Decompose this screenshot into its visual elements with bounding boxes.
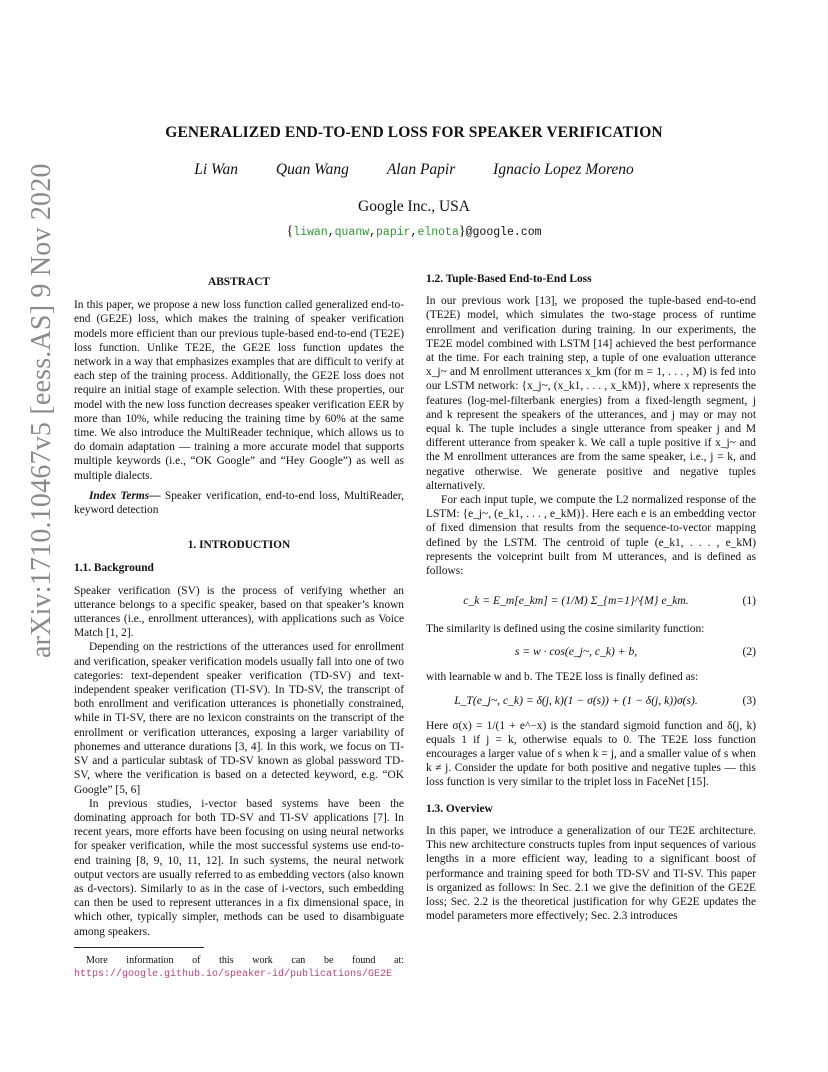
- abstract-heading: ABSTRACT: [207, 276, 271, 288]
- footnote: [74, 954, 404, 981]
- index-terms-text: Speaker verification, end-to-end loss, MultiReader, keyword detection: [74, 489, 404, 517]
- equation-body: c_k = E_m[e_km] = (1/M) Σ_{m=1}^{M} e_km.: [463, 594, 689, 608]
- tuple-loss-paragraph: For each input tuple, we compute the L2 normalized response of the LSTM: {e_j~, (e_k1, . . . , e_kM)}. Here each e is an embedding vector of fixed dimension that results from the sequence-to-vector mapping defined by the LSTM. The centroid of tuple (e_k1, . . . , e_kM) represents the voiceprint built from M utterances, and is defined as follows:: [426, 494, 756, 578]
- tuple-loss-heading: 1.2. Tuple-Based End-to-End Loss: [426, 273, 592, 285]
- author-list: [0, 161, 828, 179]
- loss-definition-text: with learnable w and b. The TE2E loss is finally defined as:: [426, 671, 699, 684]
- right-column: [426, 272, 756, 923]
- author-name: Ignacio Lopez Moreno: [493, 161, 634, 178]
- equation-2: [426, 636, 756, 670]
- sigmoid-paragraph: Here σ(x) = 1/(1 + e^−x) is the standard sigmoid function and δ(j, k) equals 1 if j = k, otherwise equals to 0. The TE2E loss function encourages a larger value of s when k = j, and a smaller value of s when k ≠ j. Consider the update for both positive and negative tuples — this loss function is very similar to the triplet loss in FaceNet [15].: [426, 719, 756, 789]
- abstract-text: In this paper, we propose a new loss function called generalized end-to-end (GE2E) loss, which makes the training of speaker verification models more efficient than our previous tuple-based end-to-end (TE2E) loss function. Unlike TE2E, the GE2E loss function updates the network in a way that emphasizes examples that are difficult to verify at each step of the training process. Additionally, the GE2E loss does not require an initial stage of example selection. With these properties, our model with the new loss function decreases speaker verification EER by more than 10%, while reducing the training time by 60% at the same time. We also introduce the MultiReader technique, which allows us to do domain adaptation — training a more accurate model that supports multiple keywords (i.e., “OK Google” and “Hey Google”) as well as multiple dialects.: [74, 299, 404, 482]
- background-paragraph: Speaker verification (SV) is the process of verifying whether an utterance belongs to a specific speaker, based on that speaker’s known utterances (i.e., enrollment utterances), with applications such as Voice Match [1, 2].: [74, 584, 404, 640]
- index-terms: [74, 489, 404, 517]
- index-terms-label: Index Terms—: [89, 489, 161, 502]
- similarity-text: The similarity is defined using the cosine similarity function:: [426, 623, 705, 636]
- equation-1: [426, 578, 756, 622]
- equation-number: (1): [742, 594, 756, 608]
- email-user-link[interactable]: liwan: [293, 226, 328, 239]
- email-domain: @google.com: [465, 226, 542, 239]
- background-paragraph: Depending on the restrictions of the utterances used for enrollment and verification, speaker verification models usually fall into one of two categories: text-dependent speaker verification (TD-SV) and text-independent speaker verification (TI-SV). In TD-SV, the transcript of both enrollment and verification utterances is phonetially constrained, while in TI-SV, there are no lexicon constraints on the transcript of the enrollment or verification utterances, exposing a larger variability of phonemes and utterance durations [3, 4]. In this work, we focus on TI-SV and a particular subtask of TD-SV known as global password TD-SV, where the verification is based on a detected keyword, e.g. “OK Google” [5, 6]: [74, 641, 404, 796]
- email-user-link[interactable]: quanw: [334, 226, 370, 239]
- author-name: Alan Papir: [386, 161, 456, 178]
- tuple-loss-paragraph: In our previous work [13], we proposed the tuple-based end-to-end (TE2E) model, which simulates the two-stage process of runtime enrollment and verification during training. In our experiments, the TE2E model combined with LSTM [14] achieved the best performance at the time. For each training step, a tuple of one evaluation utterance x_j~ and M enrollment utterances x_km (for m = 1, . . . , M) is fed into our LSTM network: {x_j~, (x_k1, . . . , x_kM)}, where x represents the features (log-mel-filterbank energies) from a fixed-length segment, j and k represent the speakers of the utterances, and j may or may not equal k. The tuple includes a single utterance from speaker j and M different utterance from speaker k. We call a tuple positive if x_j~ and the M enrollment utterances are from the same speaker, i.e., j = k, and negative otherwise. We generate positive and negative tuples alternatively.: [426, 295, 756, 492]
- paper-title: GENERALIZED END-TO-END LOSS FOR SPEAKER VERIFICATION: [165, 124, 663, 141]
- footnote-link[interactable]: https://google.github.io/speaker-id/publications/GE2E: [74, 968, 393, 980]
- overview-paragraph: In this paper, we introduce a generalization of our TE2E architecture. This new architecture constructs tuples from input sequences of various lengths in a more efficient way, leading to a significant boost of performance and training speed for both TD-SV and TI-SV. This paper is organized as follows: In Sec. 2.1 we give the definition of the GE2E loss; Sec. 2.2 is the theoretical justification for why GE2E updates the model parameters more effectively; Sec. 2.3 introduces: [426, 824, 756, 923]
- author-name: Quan Wang: [275, 161, 349, 178]
- author-name: Li Wan: [194, 161, 238, 178]
- equation-body: s = w · cos(e_j~, c_k) + b,: [514, 645, 638, 659]
- equation-body: L_T(e_j~, c_k) = δ(j, k)(1 − σ(s)) + (1 − δ(j, k))σ(s).: [454, 693, 698, 707]
- email-user-link[interactable]: papir: [376, 226, 411, 239]
- equation-number: (3): [742, 693, 756, 707]
- left-column: [74, 272, 404, 981]
- email-user-link[interactable]: elnota: [417, 226, 459, 239]
- background-heading: 1.1. Background: [74, 562, 154, 575]
- equation-3: [426, 685, 756, 719]
- background-paragraph: In previous studies, i-vector based systems have been the dominating approach for both TD-SV and TI-SV applications [7]. In recent years, more efforts have been focusing on using neural networks for speaker verification, while the most successful systems use end-to-end training [8, 9, 10, 11, 12]. In such systems, the neural network output vectors are usually referred to as embedding vectors (also known as d-vectors). Similarly to as in the case of i-vectors, such embedding can then be used to represent utterances in a fix dimensional space, in which other, typically simpler, methods can be used to disambiguate among speakers.: [74, 797, 404, 938]
- equation-number: (2): [742, 645, 756, 659]
- arxiv-side-identifier: arXiv:1710.10467v5 [eess.AS] 9 Nov 2020: [26, 163, 57, 658]
- email-line: {liwan,quanw,papir,elnota}@google.com: [286, 224, 542, 239]
- footnote-text: More information of this work can be found at:: [86, 954, 404, 966]
- footnote-divider: [74, 947, 204, 948]
- affiliation: Google Inc., USA: [358, 198, 470, 215]
- introduction-heading: 1. INTRODUCTION: [187, 539, 291, 552]
- overview-heading: 1.3. Overview: [426, 802, 493, 815]
